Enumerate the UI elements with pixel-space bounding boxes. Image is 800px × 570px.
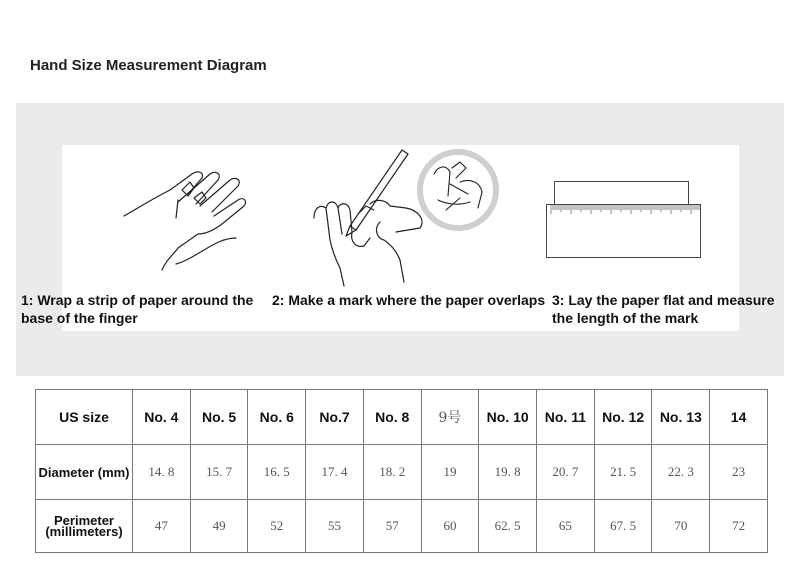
size-cell: No. 6 xyxy=(248,390,306,445)
perimeter-cell: 52 xyxy=(248,500,306,553)
diameter-cell: 16. 5 xyxy=(248,445,306,500)
us-size-label: US size xyxy=(36,390,133,445)
perimeter-row xyxy=(36,500,768,553)
size-cell: No. 4 xyxy=(133,390,191,445)
step-3-text: 3: Lay the paper flat and measure the length of the mark xyxy=(552,292,775,326)
diameter-cell: 22. 3 xyxy=(652,445,710,500)
hand-with-paper-strip-icon xyxy=(118,160,258,290)
us-size-row xyxy=(36,390,768,445)
diameter-cell: 14. 8 xyxy=(133,445,191,500)
size-cell: No. 5 xyxy=(190,390,248,445)
size-cell: No.7 xyxy=(306,390,364,445)
perimeter-cell: 55 xyxy=(306,500,364,553)
perimeter-cell: 67. 5 xyxy=(594,500,652,553)
size-cell: No. 10 xyxy=(479,390,537,445)
ruler-with-paper-icon xyxy=(543,180,705,262)
hands-marking-paper-icon xyxy=(310,148,505,290)
perimeter-cell: 60 xyxy=(421,500,479,553)
size-cell: No. 12 xyxy=(594,390,652,445)
diameter-cell: 20. 7 xyxy=(537,445,595,500)
ring-size-table xyxy=(35,389,768,553)
diameter-cell: 23 xyxy=(710,445,768,500)
step-2-text: 2: Make a mark where the paper overlaps xyxy=(272,292,546,308)
step-1-text: 1: Wrap a strip of paper around the base of the finger xyxy=(21,292,254,326)
perimeter-cell: 57 xyxy=(363,500,421,553)
page-title: Hand Size Measurement Diagram xyxy=(30,57,267,74)
diameter-cell: 18. 2 xyxy=(363,445,421,500)
perimeter-label: Perimeter (millimeters) xyxy=(36,500,133,553)
size-cell: No. 13 xyxy=(652,390,710,445)
diameter-row xyxy=(36,445,768,500)
perimeter-cell: 72 xyxy=(710,500,768,553)
size-cell: 14 xyxy=(710,390,768,445)
diameter-cell: 15. 7 xyxy=(190,445,248,500)
diameter-cell: 17. 4 xyxy=(306,445,364,500)
size-cell: 9号 xyxy=(421,390,479,445)
diameter-cell: 19. 8 xyxy=(479,445,537,500)
diameter-cell: 21. 5 xyxy=(594,445,652,500)
perimeter-cell: 70 xyxy=(652,500,710,553)
perimeter-cell: 62. 5 xyxy=(479,500,537,553)
diameter-cell: 19 xyxy=(421,445,479,500)
perimeter-cell: 49 xyxy=(190,500,248,553)
diameter-label: Diameter (mm) xyxy=(36,445,133,500)
size-cell: No. 11 xyxy=(537,390,595,445)
perimeter-cell: 47 xyxy=(133,500,191,553)
perimeter-cell: 65 xyxy=(537,500,595,553)
size-cell: No. 8 xyxy=(363,390,421,445)
